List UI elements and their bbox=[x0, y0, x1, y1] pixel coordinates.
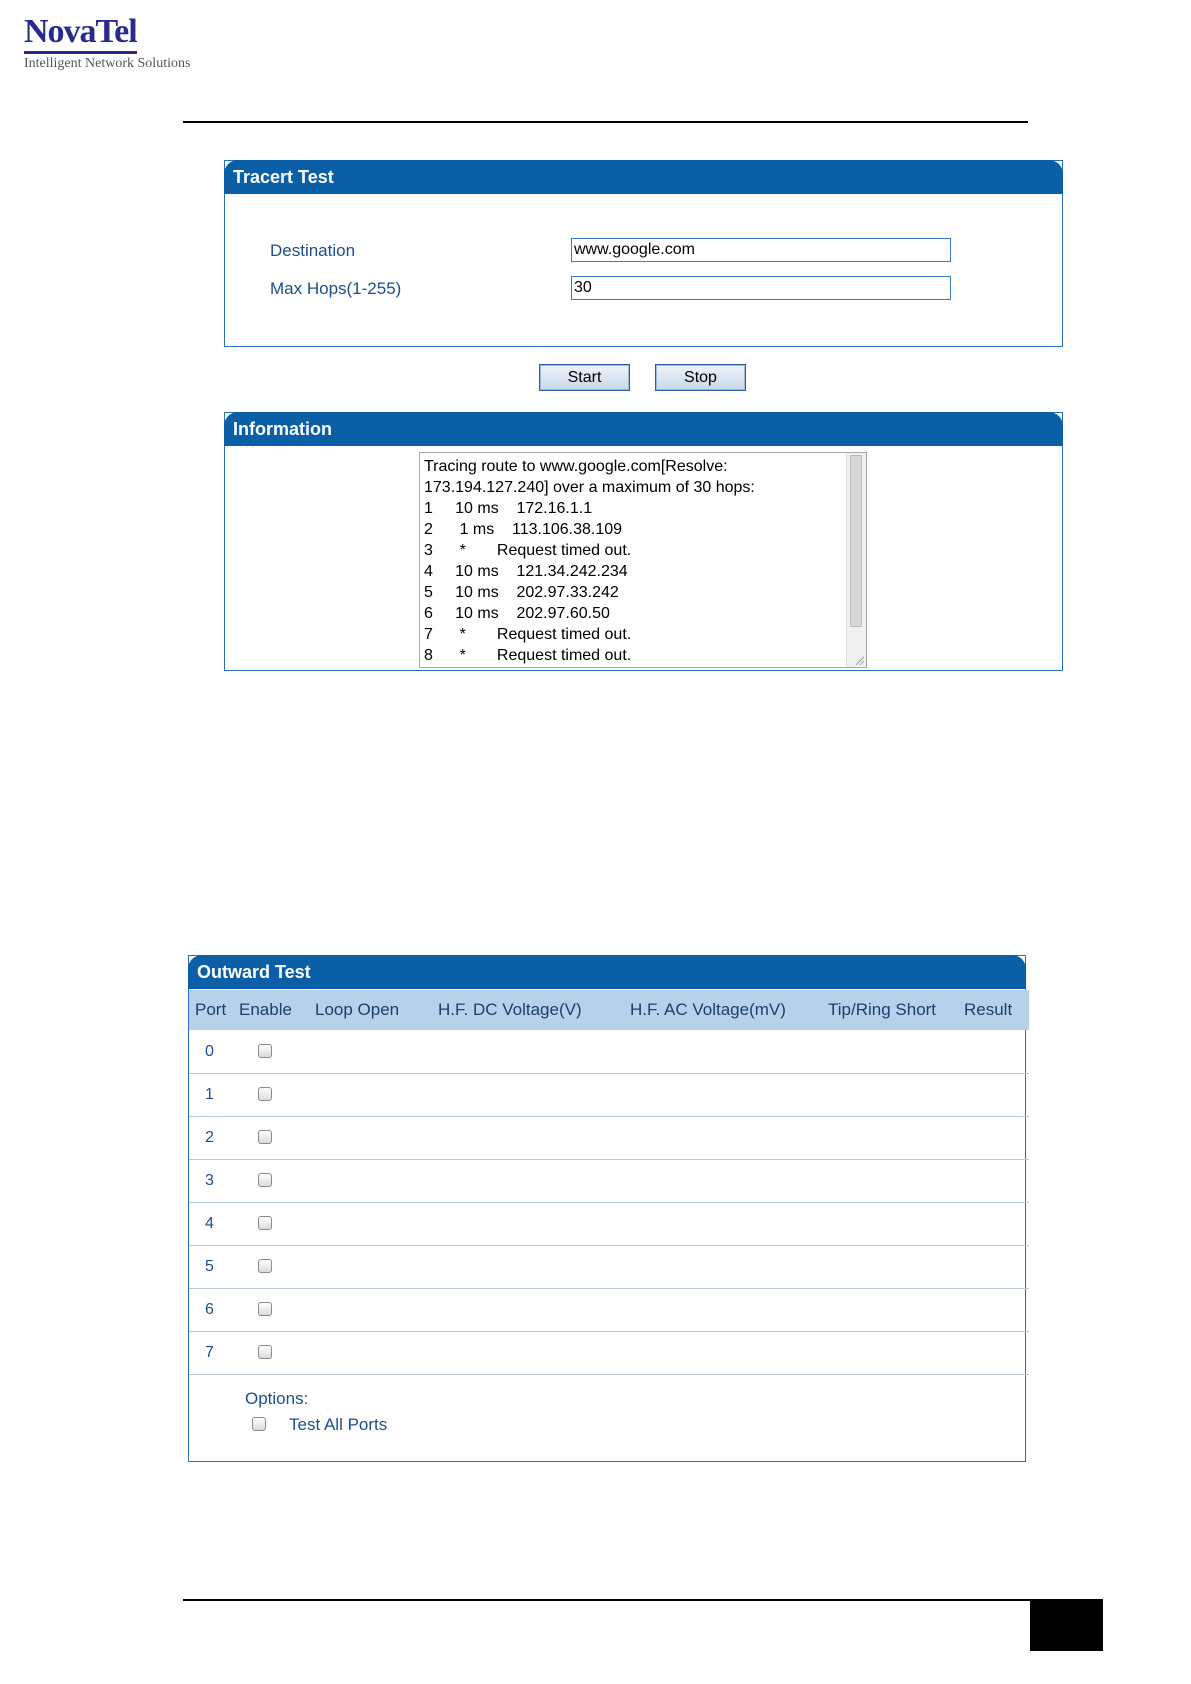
tracert-panel bbox=[224, 160, 1063, 347]
port-number: 6 bbox=[205, 1301, 214, 1318]
enable-checkbox[interactable] bbox=[258, 1216, 272, 1230]
scrollbar-thumb[interactable] bbox=[850, 455, 862, 627]
trace-line: 7 * Request timed out. bbox=[424, 626, 632, 643]
enable-checkbox[interactable] bbox=[258, 1087, 272, 1101]
col-dc-voltage: H.F. DC Voltage(V) bbox=[438, 1000, 582, 1019]
trace-line: Tracing route to www.google.com[Resolve: bbox=[424, 458, 728, 475]
port-row bbox=[189, 1116, 1029, 1160]
trace-line: 1 10 ms 172.16.1.1 bbox=[424, 500, 593, 517]
col-result: Result bbox=[964, 1000, 1013, 1019]
start-button[interactable]: Start bbox=[539, 364, 630, 391]
outward-test-title: Outward Test bbox=[188, 955, 1026, 989]
options-label: Options: bbox=[245, 1389, 309, 1408]
trace-line: 8 * Request timed out. bbox=[424, 647, 632, 664]
outward-test-panel bbox=[188, 955, 1026, 1462]
tracert-title: Tracert Test bbox=[224, 160, 1063, 194]
destination-input[interactable] bbox=[571, 238, 951, 262]
port-number: 7 bbox=[205, 1344, 214, 1361]
destination-label: Destination bbox=[270, 241, 356, 260]
port-row bbox=[189, 1030, 1029, 1074]
port-row bbox=[189, 1202, 1029, 1246]
port-number: 3 bbox=[205, 1172, 214, 1189]
information-title: Information bbox=[224, 412, 1063, 446]
trace-line: 173.194.127.240] over a maximum of 30 hops: bbox=[424, 479, 755, 496]
port-number: 5 bbox=[205, 1258, 214, 1275]
col-loop-open: Loop Open bbox=[315, 1000, 400, 1019]
port-row bbox=[189, 1159, 1029, 1203]
col-enable: Enable bbox=[239, 1000, 292, 1019]
port-row bbox=[189, 1073, 1029, 1117]
trace-output-textarea[interactable] bbox=[419, 452, 867, 668]
trace-line: 2 1 ms 113.106.38.109 bbox=[424, 521, 623, 538]
port-row bbox=[189, 1331, 1029, 1375]
maxhops-input[interactable] bbox=[571, 276, 951, 300]
trace-line: 6 10 ms 202.97.60.50 bbox=[424, 605, 610, 622]
trace-line: 5 10 ms 202.97.33.242 bbox=[424, 584, 619, 601]
port-number: 1 bbox=[205, 1086, 214, 1103]
trace-line: 4 10 ms 121.34.242.234 bbox=[424, 563, 628, 580]
enable-checkbox[interactable] bbox=[258, 1173, 272, 1187]
stop-button[interactable]: Stop bbox=[655, 364, 746, 391]
col-ac-voltage: H.F. AC Voltage(mV) bbox=[630, 1000, 786, 1019]
logo-tagline: Intelligent Network Solutions bbox=[24, 56, 191, 71]
enable-checkbox[interactable] bbox=[258, 1259, 272, 1273]
maxhops-label: Max Hops(1-255) bbox=[270, 279, 402, 298]
test-all-ports-checkbox[interactable] bbox=[252, 1417, 266, 1431]
enable-checkbox[interactable] bbox=[258, 1302, 272, 1316]
outward-table-header bbox=[189, 990, 1029, 1030]
port-number: 4 bbox=[205, 1215, 214, 1232]
enable-checkbox[interactable] bbox=[258, 1345, 272, 1359]
port-number: 2 bbox=[205, 1129, 214, 1146]
port-number: 0 bbox=[205, 1043, 214, 1060]
novatel-logo bbox=[24, 14, 204, 72]
page-number-box bbox=[1030, 1601, 1103, 1651]
header-rule bbox=[183, 121, 1028, 123]
output-scrollbar[interactable] bbox=[846, 453, 866, 667]
port-row bbox=[189, 1245, 1029, 1289]
resize-grip-icon[interactable] bbox=[854, 655, 864, 665]
test-all-ports-label: Test All Ports bbox=[289, 1415, 388, 1434]
trace-output-text bbox=[424, 456, 844, 666]
footer-rule bbox=[183, 1599, 1103, 1601]
enable-checkbox[interactable] bbox=[258, 1130, 272, 1144]
logo-wordmark: NovaTel bbox=[24, 14, 137, 54]
enable-checkbox[interactable] bbox=[258, 1044, 272, 1058]
col-port: Port bbox=[195, 1000, 227, 1019]
trace-line: 3 * Request timed out. bbox=[424, 542, 632, 559]
port-row bbox=[189, 1288, 1029, 1332]
col-tip-ring-short: Tip/Ring Short bbox=[828, 1000, 937, 1019]
